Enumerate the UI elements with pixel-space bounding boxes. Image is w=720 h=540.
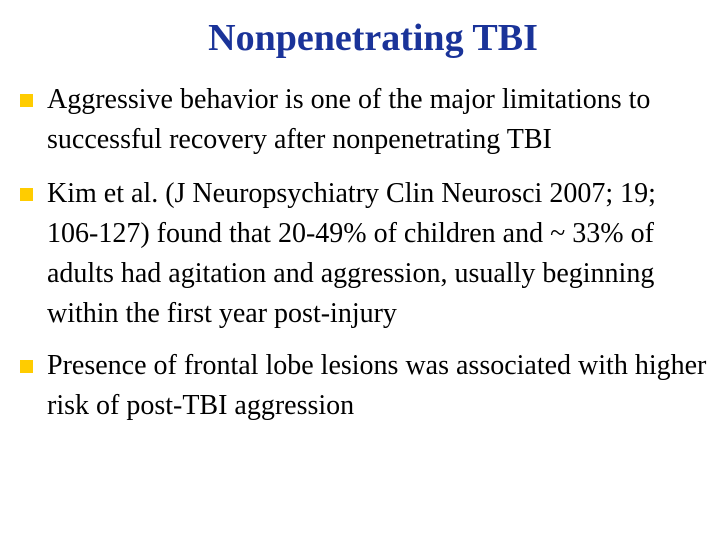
square-bullet-icon [20,94,33,107]
bullet-item [18,80,708,160]
square-bullet-icon [20,360,33,373]
bullet-text: Kim et al. (J Neuropsychiatry Clin Neurosci 2007; 19; 106-127) found that 20-49% of children and ~ 33% of adults had agitation and aggression, usually beginning within the first year post-injury [47,178,656,329]
bullet-text: Presence of frontal lobe lesions was associated with higher risk of post-TBI aggression [47,350,707,421]
slide-title: Nonpenetrating TBI [208,17,538,59]
bullet-text: Aggressive behavior is one of the major limitations to successful recovery after nonpenetrating TBI [47,84,651,155]
bullet-item [18,174,708,334]
bullet-item [18,346,708,426]
bullet-list [18,80,708,440]
square-bullet-icon [20,188,33,201]
